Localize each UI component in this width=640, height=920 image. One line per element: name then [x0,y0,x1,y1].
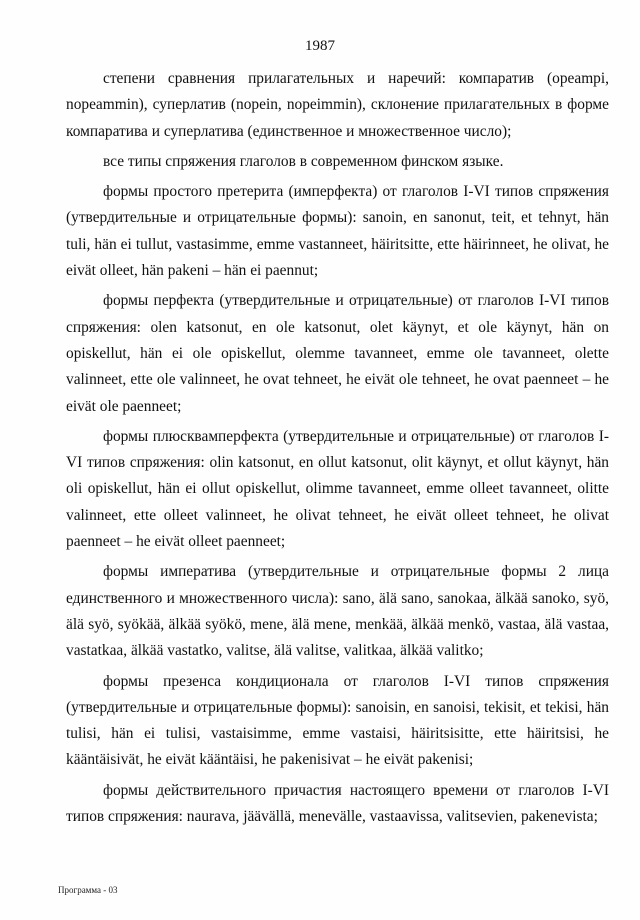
footer-label: Программа - 03 [58,885,118,895]
paragraph-imperfect: формы простого претерита (имперфекта) от глаголов I-VI типов спряжения (утвердительные и отрицательные формы): sanoin, en sanonut, teit, et tehnyt, hän tuli, hän ei tullut, vastasimme, emme vastanneet, häiritsitte, ette häirinneet, he olivat, he eivät olleet, hän pakeni – hän ei paennut; [66,183,609,280]
paragraph-comparative: степени сравнения прилагательных и наречий: компаратив (opeampi, nopeammin), суперлатив (nopein, nopeimmin), склонение прилагательных в форме компаратива и суперлатива (единственное и множественное число); [66,70,609,140]
paragraph-imperative: формы императива (утвердительные и отрицательные формы 2 лица единственного и множественного числа): sano, älä sano, sanokaa, älkää sanoko, syö, älä syö, syökää, älkää syökö, mene, älä mene, menkää, älkää menkö, vastaa, älä vastaa, vastatkaa, älkää vastatko, valitse, älä valitse, valitkaa, älkää valitko; [66,563,609,660]
paragraph-pluperfect: формы плюсквамперфекта (утвердительные и отрицательные) от глаголов I-VI типов спряжения: olin katsonut, en ollut katsonut, olit käynyt, et ollut käynyt, hän oli opiskellut, hän ei ollut opiskellut, olimme tavanneet, emme olleet tavanneet, olitte valinneet, ette olleet valinneet, he olivat tehneet, he eivät olleet tehneet, he olivat paenneet – he eivät olleet paenneet; [66,427,609,551]
paragraph-perfect: формы перфекта (утвердительные и отрицательные) от глаголов I-VI типов спряжения: olen katsonut, en ole katsonut, olet käynyt, et ole käynyt, hän on opiskellut, hän ei ole opiskellut, olemme tavanneet, emme ole tavanneet, olette valinneet, ette ole valinneet, he ovat tehneet, he eivät ole tehneet, he ovat paenneet – he eivät ole paenneet; [66,292,609,415]
page-number: 1987 [305,38,335,54]
body-text [66,66,609,834]
paragraph-participle: формы действительного причастия настоящего времени от глаголов I-VI типов спряжения: naurava, jäävällä, menevälle, vastaavissa, valitsevien, pakenevista; [66,781,609,826]
paragraph-conditional: формы презенса кондиционала от глаголов I-VI типов спряжения (утвердительные и отрицательные формы): sanoisin, en sanoisi, tekisit, et tekisi, hän tulisi, hän ei tulisi, vastaisimme, emme vastaisi, häiritsisitte, ette häiritsisi, he kääntäisivät, he eivät kääntäisi, he pakenisivat – he eivät pakenisi; [66,672,609,769]
paragraph-conjugation-types: все типы спряжения глаголов в современном финском языке. [103,152,504,170]
